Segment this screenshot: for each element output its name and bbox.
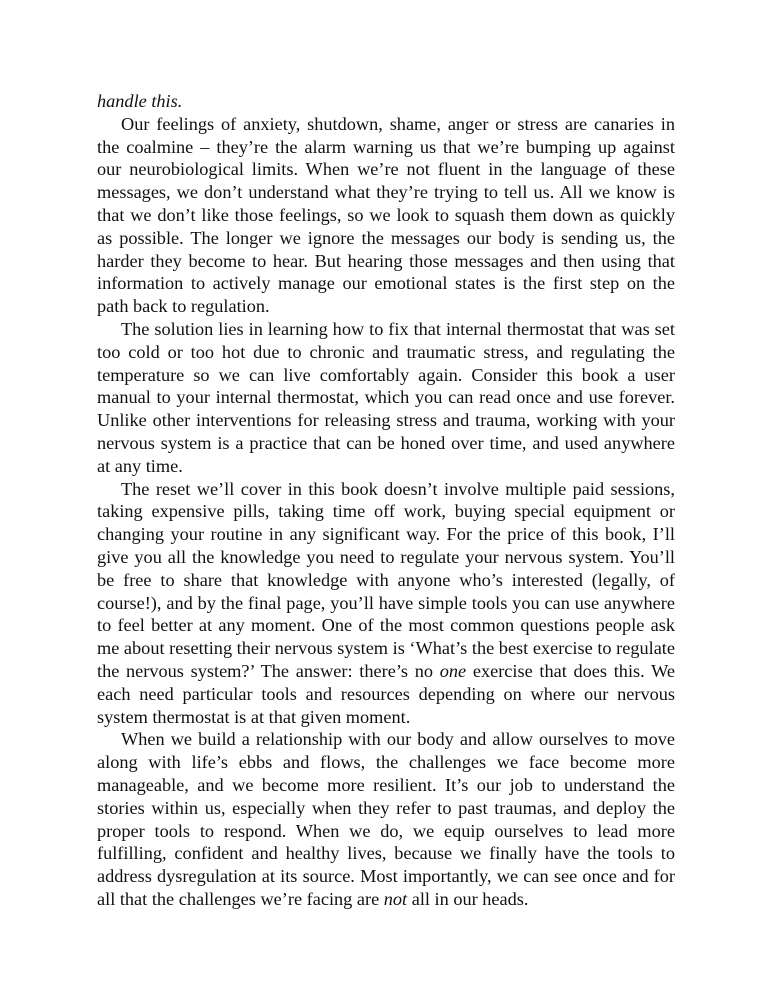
paragraph-relationship-text-end: all in our heads. [407, 888, 529, 909]
paragraph-relationship-text: When we build a relationship with our body and allow ourselves to move along with life’s ebbs and flows, the challenges we face become more manageable, and we become more resilient. It’s our job to understand the stories within us, especially when they refer to past traumas, and deploy the proper tools to respond. When we do, we equip ourselves to lead more fulfilling, confident and healthy lives, because we finally have the tools to address dysregulation at its source. Most importantly, we can see once and for all that the challenges we’re facing are [97, 729, 675, 909]
emphasis-one: one [439, 660, 467, 681]
paragraph-reset-text: The reset we’ll cover in this book doesn’t involve multiple paid sessions, taking expensive pills, taking time off work, buying special equipment or changing your routine in any significant way. For the price of this book, I’ll give you all the knowledge you need to regulate your nervous system. You’ll be free to share that knowledge with anyone who’s interested (legally, of course!), and by the final page, you’ll have simple tools you can use anywhere to feel better at any moment. One of the most common questions people ask me about resetting their nervous system is ‘What’s the best exercise to regulate the nervous system?’ The answer: there’s no [97, 478, 675, 681]
paragraph-reset [97, 478, 675, 729]
body-text [97, 90, 675, 911]
emphasis-not: not [383, 888, 408, 909]
paragraph-relationship [97, 728, 675, 910]
paragraph-reset-text-end: exercise that does this. We each need particular tools and resources depending on where our nervous system thermostat is at that given moment. [97, 660, 675, 727]
paragraph-thermostat: The solution lies in learning how to fix that internal thermostat that was set too cold or too hot due to chronic and traumatic stress, and regulating the temperature so we can live comfortably again. Consider this book a user manual to your internal thermostat, which you can read once and use forever. Unlike other interventions for releasing stress and trauma, working with your nervous system is a practice that can be honed over time, and used anywhere at any time. [97, 318, 675, 476]
opening-fragment-italic: handle this. [97, 91, 183, 111]
opening-fragment [97, 90, 675, 113]
paragraph-canaries: Our feelings of anxiety, shutdown, shame, anger or stress are canaries in the coalmine – they’re the alarm warning us that we’re bumping up against our neurobiological limits. When we’re not fluent in the language of these messages, we don’t understand what they’re trying to tell us. All we know is that we don’t like those feelings, so we look to squash them down as quickly as possible. The longer we ignore the messages our body is sending us, the harder they become to hear. But hearing those messages and then using that information to actively manage our emotional states is the first step on the path back to regulation. [97, 113, 675, 317]
